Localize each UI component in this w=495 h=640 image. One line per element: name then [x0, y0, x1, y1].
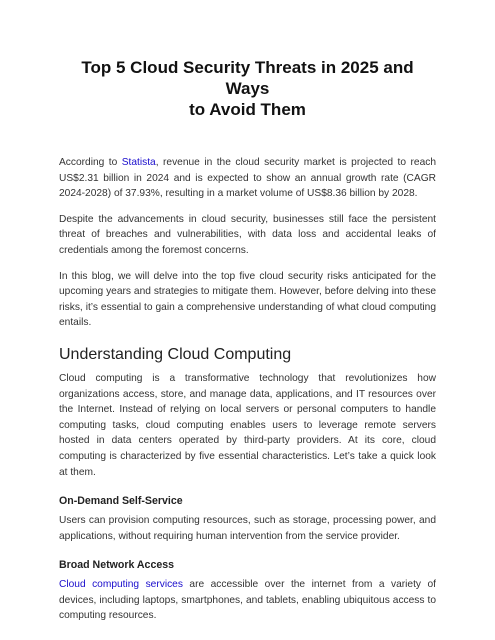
page-title-line-2: to Avoid Them	[189, 100, 306, 119]
intro-text-before: According to	[59, 157, 122, 168]
broad-network-paragraph	[59, 577, 436, 624]
blog-overview-paragraph: In this blog, we will delve into the top five cloud security risks anticipated for the upcoming years and strategies to mitigate them. However, before delving into these risks, it’s essential to gain a comprehensive understanding of what cloud computing entails.	[59, 270, 436, 329]
on-demand-paragraph: Users can provision computing resources, such as storage, processing power, and applications, without requiring human intervention from the service provider.	[59, 515, 436, 542]
page-title-line-1: Top 5 Cloud Security Threats in 2025 and Ways	[81, 58, 414, 98]
intro-paragraph	[59, 155, 436, 202]
subheading-broad-network: Broad Network Access	[59, 559, 175, 572]
subheading-on-demand: On-Demand Self-Service	[59, 495, 183, 508]
statista-link[interactable]: Statista	[121, 157, 156, 168]
section-heading: Understanding Cloud Computing	[59, 345, 292, 363]
broad-network-text: are accessible over the internet from a variety of devices, including laptops, smartphones, and tablets, enabling ubiquitous access to computing resources.	[59, 579, 436, 622]
intro-text-after: , revenue in the cloud security market is projected to reach US$2.31 billion in 2024 and is expected to show an annual growth rate (CAGR 2024-2028) of 37.93%, resulting in a market volume of US$8.36 billion by 2028.	[59, 157, 436, 200]
threats-paragraph: Despite the advancements in cloud security, businesses still face the persistent threat of breaches and vulnerabilities, with data loss and accidental leaks of credentials among the foremost concerns.	[59, 213, 436, 256]
page-title	[59, 0, 436, 120]
section-paragraph: Cloud computing is a transformative technology that revolutionizes how organizations access, store, and manage data, applications, and IT resources over the Internet. Instead of relying on local servers or personal computers to handle computing tasks, cloud computing enables users to leverage remote servers hosted in data centers operated by third-party providers. At its core, cloud computing is characterized by five essential characteristics. Let’s take a quick look at them.	[59, 372, 436, 478]
cloud-computing-services-link[interactable]: Cloud computing services	[59, 579, 183, 591]
